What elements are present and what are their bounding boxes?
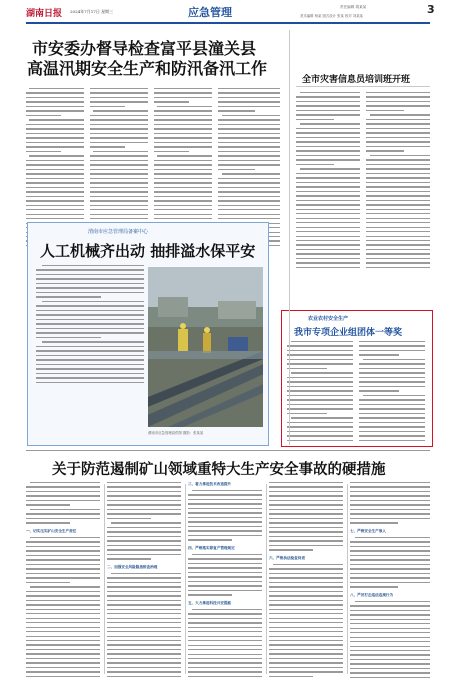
bottom-subhead-5: 五、大力推进科技兴安提能: [188, 600, 232, 605]
column-rule: [347, 484, 348, 674]
bottom-subhead-4: 四、严格落实停复产管理规定: [188, 545, 235, 550]
middle-story: [27, 222, 269, 446]
top-headline-line2: 高温汛期安全生产和防汛备汛工作: [27, 59, 268, 78]
newspaper-logo: 湖南日报: [26, 9, 63, 19]
vertical-divider: [289, 30, 290, 445]
boxed-kicker: 农业农村安全生产: [308, 316, 349, 322]
bottom-subhead-2: 二、加强安全风险隐患排查治理: [107, 564, 158, 569]
right-story-column-1: [296, 92, 360, 270]
bottom-column-1: [26, 482, 100, 678]
right-headline: 全市灾害信息员培训班开班: [302, 75, 411, 85]
bottom-subhead-7: 七、严格安全生产准入: [350, 528, 386, 533]
column-rule: [104, 484, 105, 674]
date-line: 2024年7月17日 星期三: [70, 9, 114, 14]
right-story-column-2: [366, 92, 430, 270]
bottom-headline: 关于防范遏制矿山领域重特大生产安全事故的硬措施: [52, 462, 386, 478]
bottom-column-2: [107, 482, 181, 678]
boxed-story-column-2: [359, 341, 425, 443]
masthead-rule: [26, 22, 430, 24]
page-number: 3: [427, 3, 435, 16]
top-headline-line1: 市安委办督导检查富平县潼关县: [32, 39, 257, 58]
column-rule: [266, 484, 267, 674]
bottom-column-4: [269, 482, 343, 678]
middle-story-column-1: [36, 265, 144, 383]
section-title: 应急管理: [188, 6, 232, 19]
boxed-story: [281, 310, 433, 447]
boxed-story-column-1: [287, 341, 353, 443]
right-headline-rule: [296, 86, 430, 87]
flood-pumping-photo: [148, 267, 263, 427]
boxed-headline: 我市专项企业组团体一等奖: [294, 328, 403, 338]
bottom-subhead-1: 一、切实压实矿山安全生产责任: [26, 528, 77, 533]
section-divider: [26, 450, 430, 451]
editor-line: 美术编辑 杨某 版式设计 张某 校对 刘某某: [300, 14, 364, 18]
photo-caption: 渭南市应急管理局供图 摄影：张某某: [148, 431, 204, 435]
middle-kicker: 渭南市应急管理局备案中心: [88, 229, 149, 235]
column-rule: [185, 484, 186, 674]
bottom-story: [26, 452, 430, 681]
right-story: [296, 28, 430, 308]
bottom-column-3: [188, 482, 262, 678]
middle-headline: 人工机械齐出动 抽排溢水保平安: [40, 242, 256, 260]
section-subtitle: 责任编辑 胡某某: [340, 5, 367, 9]
bottom-subhead-8: 八、严厉打击违法违规行为: [350, 592, 394, 597]
bottom-subhead-6: 六、严格执法检查问责: [269, 555, 305, 560]
masthead: [0, 0, 450, 28]
bottom-subhead-3: 三、着力推进技术改造提升: [188, 482, 232, 486]
bottom-column-5: [350, 482, 430, 678]
photo-illustration: [148, 267, 263, 427]
